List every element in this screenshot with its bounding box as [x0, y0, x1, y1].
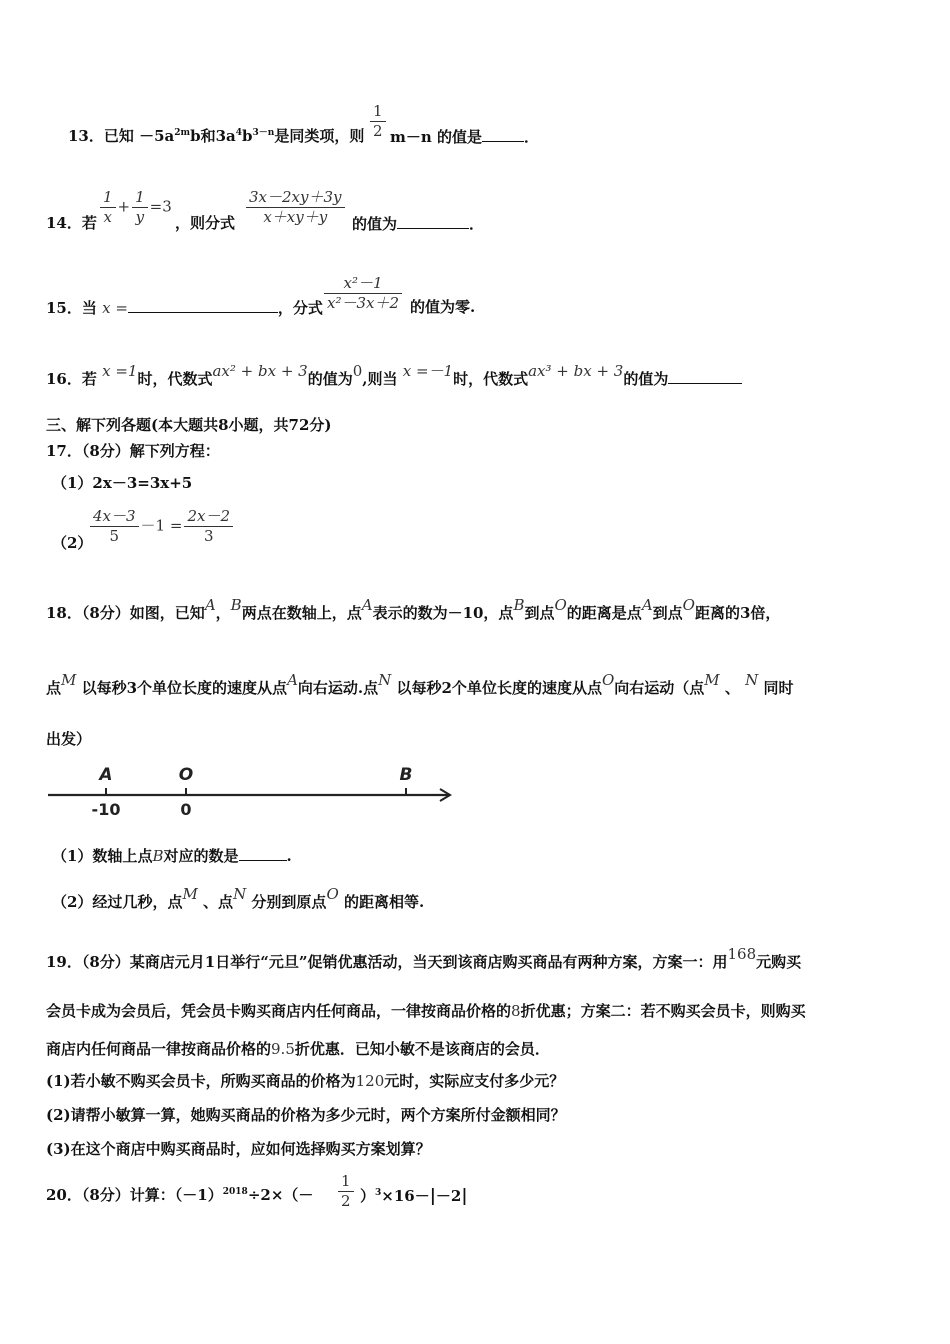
answer-blank[interactable] [668, 371, 742, 384]
question-13: 13．已知 $-5a^{2m}b$和$3a^4b^{3-n}$是同类项，则 [68, 127, 365, 145]
q13-tail: m－n 的值是 ． [390, 128, 540, 146]
q14-condition: $\frac{1}{x}$ + $\frac{1}{y}$ =3 [98, 190, 172, 225]
q18-part1: （1）数轴上点B对应的数是 . [52, 847, 292, 865]
abs-bar-right: | [461, 1186, 468, 1206]
section-heading: 三、解下列各题(本大题共8小题，共72分) [46, 416, 332, 434]
answer-blank[interactable] [482, 129, 524, 142]
label-O: O [178, 765, 194, 785]
q14-text: ，则分式 [175, 214, 236, 232]
question-14-label: 14．若 [46, 214, 97, 232]
q14-tail: 的值为 ． [352, 215, 485, 233]
question-18-line3: 出发） [46, 730, 92, 748]
label-A: A [99, 765, 113, 785]
question-15: 15．当 x = ，分式 [46, 299, 323, 317]
q15-fraction: $\frac{\text{x²－1}}{\text{x²－3x＋2}}$ [322, 276, 404, 311]
q14-fraction: $\frac{3x-2xy+3y}{x+xy+y}$ [244, 190, 347, 225]
q17-part1: （1）2x－3=3x+5 [52, 474, 193, 492]
q19-part3: (3)在这个商店中购买商品时，应如何选择购买方案划算？ [46, 1140, 431, 1158]
question-19-line2: 会员卡成为会员后，凭会员卡购买商店内任何商品，一律按商品价格的8折优惠；方案二：若不购买会员卡，则购买 [46, 1002, 806, 1020]
q13-fraction: $\frac{1}{2}$ [368, 104, 388, 139]
label-B: B [399, 765, 413, 785]
answer-blank[interactable] [128, 300, 278, 313]
number-line [44, 760, 464, 820]
answer-blank[interactable] [397, 216, 469, 229]
q19-part2: (2)请帮小敏算一算，她购买商品的价格为多少元时，两个方案所付金额相同？ [46, 1106, 566, 1124]
q20-tail: ）$^3$×16－|－2| [360, 1186, 468, 1206]
q18-part2: （2）经过几秒，点M 、点N 分别到原点O 的距离相等. [52, 885, 425, 911]
question-16: 16．若 x =1时，代数式ax² + bx + 3的值为0,则当 x =－1时，代数式ax³ + bx + 3的值为 [46, 371, 742, 387]
tick-label-minus10: -10 [91, 800, 121, 819]
answer-blank[interactable] [239, 848, 287, 861]
tick-label-0: 0 [180, 800, 192, 819]
question-20: 20．（8分）计算：$(-1)^{2018}\div 2\times(-$ [46, 1186, 314, 1204]
question-18-line1: 18．（8分）如图，已知A，B两点在数轴上，点A表示的数为－10，点B到点O的距离是点A到点O距离的3倍， [46, 596, 781, 622]
question-18-line2: 点M 以每秒3个单位长度的速度从点A向右运动.点N 以每秒2个单位长度的速度从点O向右运动（点M 、 N 同时 [46, 671, 794, 697]
q17-part2-label: （2） [52, 534, 93, 552]
q19-part1: (1)若小敏不购买会员卡，所购买商品的价格为120元时，实际应支付多少元？ [46, 1072, 565, 1090]
q15-tail: 的值为零. [410, 298, 476, 316]
q17-equation: $\frac{4x-3}{5}$ －1 = $\frac{2x-2}{3}$ [88, 509, 235, 544]
q20-fraction: $\frac{1}{2}$ [336, 1174, 356, 1209]
question-19-line3: 商店内任何商品一律按商品价格的9.5折优惠．已知小敏不是该商店的会员． [46, 1040, 550, 1058]
question-17: 17．（8分）解下列方程： [46, 442, 220, 460]
question-19-line1: 19．（8分）某商店元月1日举行“元旦”促销优惠活动，当天到该商店购买商品有两种方案，方案一：用168元购买 [46, 945, 802, 971]
abs-bar-left: | [429, 1186, 436, 1206]
